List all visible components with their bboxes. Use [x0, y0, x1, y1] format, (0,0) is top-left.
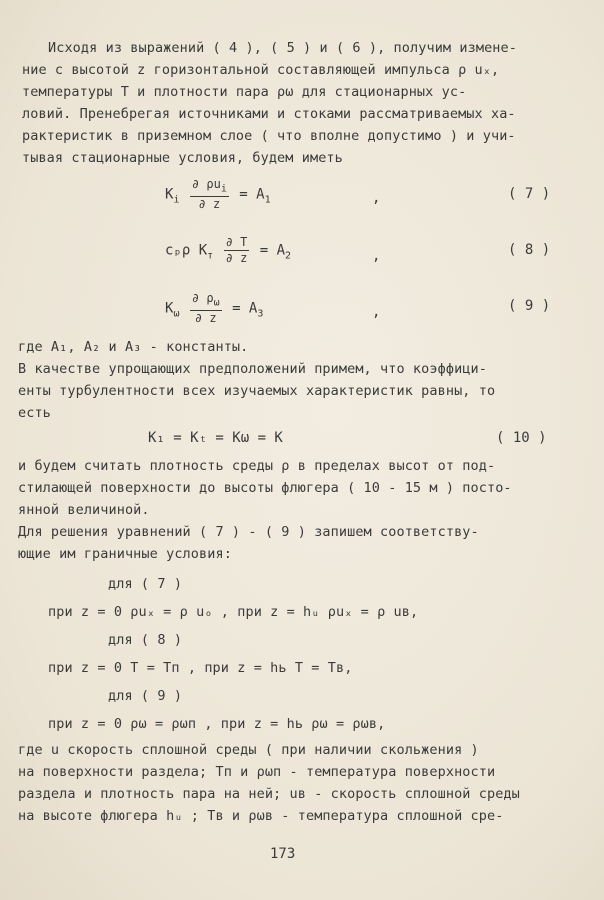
condition-line: при z = 0 ρuₓ = ρ uₒ , при z = hᵤ ρuₓ = ρ uв,: [48, 604, 419, 620]
equation-8: cₚρ $K_т$ $\frac{\partial T}{\partial z}$ = $A_2$: [165, 235, 292, 265]
text-line: где u скорость сплошной среды ( при наличии скольжения ): [18, 742, 479, 758]
equation-number-10: ( 10 ): [496, 430, 547, 446]
text-line: есть: [18, 405, 51, 421]
text-line: на высоте флюгера hᵤ ; Tв и ρωв - температура сплошной сре-: [18, 808, 504, 824]
text-line: Для решения уравнений ( 7 ) - ( 9 ) запишем соответству-: [18, 524, 479, 540]
equation-punct: ,: [372, 190, 381, 206]
text-line: Исходя из выражений ( 4 ), ( 5 ) и ( 6 ), получим измене-: [48, 40, 517, 56]
text-line: рактеристик в приземном слое ( что вполне допустимо ) и учи-: [22, 128, 516, 144]
text-line: ющие им граничные условия:: [18, 546, 232, 562]
text-line: где A₁, A₂ и A₃ - константы.: [18, 339, 249, 355]
text-line: енты турбулентности всех изучаемых характеристик равны, то: [18, 383, 496, 399]
condition-label: для ( 9 ): [108, 688, 183, 704]
text-line: ние с высотой z горизонтальной составляющей импульса ρ uₓ,: [22, 62, 500, 78]
equation-number-7: ( 7 ): [508, 186, 551, 202]
text-line: янной величиной.: [18, 502, 150, 518]
text-line: и будем считать плотность среды ρ в пределах высот от под-: [18, 458, 496, 474]
condition-line: при z = 0 T = Tп , при z = hь T = Tв,: [48, 660, 353, 676]
page-number: 173: [270, 846, 296, 862]
text-line: ловий. Пренебрегая источниками и стоками рассматриваемых ха-: [22, 106, 516, 122]
equation-10: K₁ = Kₜ = Kω = K: [148, 430, 283, 446]
equation-7: $K_i$ $\frac{\partial \rho u_i}{\partial z}$ = $A_1$: [165, 177, 271, 212]
text-line: тывая стационарные условия, будем иметь: [22, 150, 343, 166]
text-line: раздела и плотность пара на ней; uв - скорость сплошной среды: [18, 786, 520, 802]
text-line: В качестве упрощающих предположений примем, что коэффици-: [18, 361, 487, 377]
equation-9: $K_\omega$ $\frac{\partial \rho_\omega}{\partial z}$ = $A_3$: [165, 291, 264, 326]
text-line: на поверхности раздела; Tп и ρωп - температура поверхности: [18, 764, 496, 780]
text-line: температуры T и плотности пара ρω для стационарных ус-: [22, 84, 467, 100]
equation-punct: ,: [372, 304, 381, 320]
equation-number-9: ( 9 ): [508, 298, 551, 314]
equation-number-8: ( 8 ): [508, 242, 551, 258]
text-line: стилающей поверхности до высоты флюгера ( 10 - 15 м ) посто-: [18, 480, 512, 496]
condition-label: для ( 7 ): [108, 576, 183, 592]
condition-label: для ( 8 ): [108, 632, 183, 648]
condition-line: при z = 0 ρω = ρωп , при z = hь ρω = ρωв,: [48, 716, 386, 732]
equation-punct: ,: [372, 248, 381, 264]
